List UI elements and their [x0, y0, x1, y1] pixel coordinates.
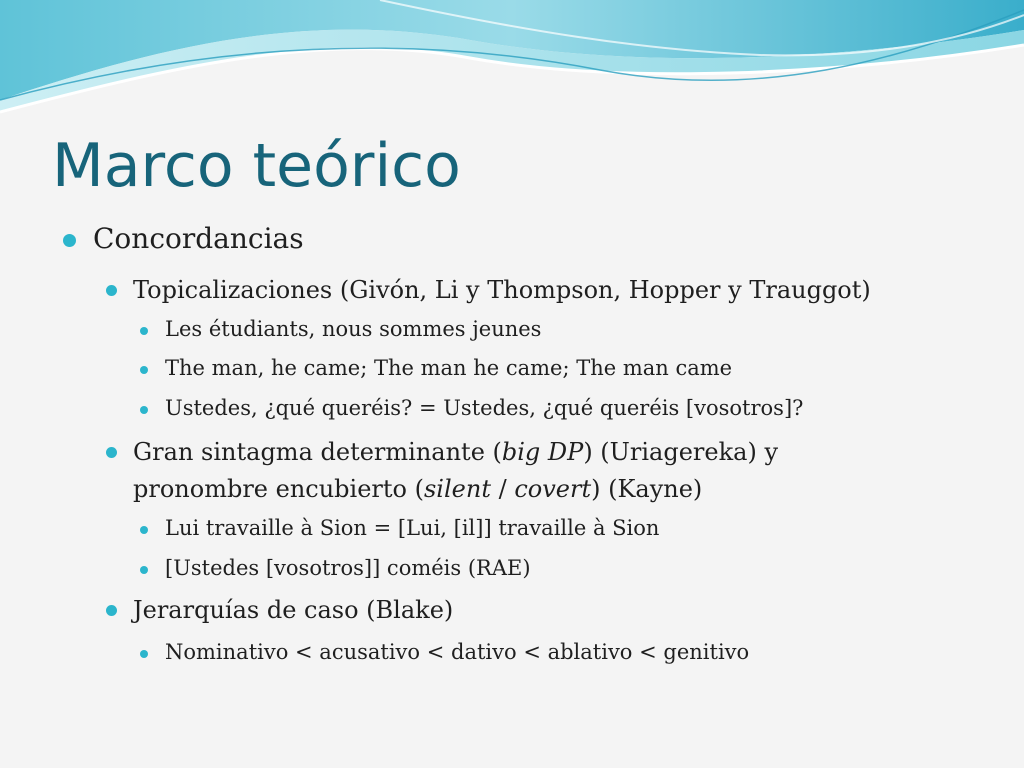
bullet-text: Jerarquías de caso (Blake)	[133, 596, 454, 624]
text-run: /	[490, 475, 515, 503]
bullet-text-line-2	[133, 475, 702, 503]
bullet-text: Concordancias	[93, 222, 304, 255]
text-run: ) (Uriagereka) y	[583, 438, 778, 466]
bullet-dot-icon	[106, 447, 117, 458]
example-3	[165, 396, 803, 420]
bullet-gran-sintagma	[133, 434, 778, 508]
text-run-italic: silent	[423, 475, 491, 503]
bullet-text: [Ustedes [vosotros]] coméis (RAE)	[165, 556, 531, 580]
bullet-dot-icon	[140, 526, 148, 534]
example-5	[165, 556, 531, 580]
example-2	[165, 356, 732, 380]
bullet-text-line-1	[133, 438, 778, 466]
bullet-topicalizaciones	[133, 272, 871, 309]
bullet-dot-icon	[140, 406, 148, 414]
bullet-dot-icon	[106, 605, 117, 616]
slide-title: Marco teórico	[52, 131, 461, 201]
text-run: pronombre encubierto (	[133, 475, 424, 503]
example-4	[165, 516, 659, 540]
bullet-text: Lui travaille à Sion = [Lui, [il]] travaille à Sion	[165, 516, 660, 540]
bullet-concordancias	[93, 222, 304, 255]
header-wave-decoration	[0, 0, 1024, 130]
bullet-dot-icon	[140, 650, 148, 658]
bullet-text: Topicalizaciones (Givón, Li y Thompson, Hopper y Trauggot)	[133, 276, 871, 304]
bullet-dot-icon	[140, 327, 148, 335]
bullet-text: The man, he came; The man he came; The man came	[165, 356, 733, 380]
bullet-dot-icon	[140, 366, 148, 374]
bullet-jerarquias	[133, 592, 453, 629]
text-run-italic: big DP	[501, 438, 584, 466]
bullet-dot-icon	[106, 285, 117, 296]
bullet-text: Les étudiants, nous sommes jeunes	[165, 317, 542, 341]
text-run: Gran sintagma determinante (	[133, 438, 502, 466]
example-1	[165, 317, 541, 341]
bullet-dot-icon	[63, 234, 76, 247]
bullet-text: Ustedes, ¿qué queréis? = Ustedes, ¿qué queréis [vosotros]?	[165, 396, 804, 420]
example-6	[165, 640, 749, 664]
bullet-text: Nominativo < acusativo < dativo < ablativo < genitivo	[165, 640, 750, 664]
text-run-italic: covert	[514, 475, 592, 503]
text-run: ) (Kayne)	[591, 475, 703, 503]
bullet-dot-icon	[140, 566, 148, 574]
